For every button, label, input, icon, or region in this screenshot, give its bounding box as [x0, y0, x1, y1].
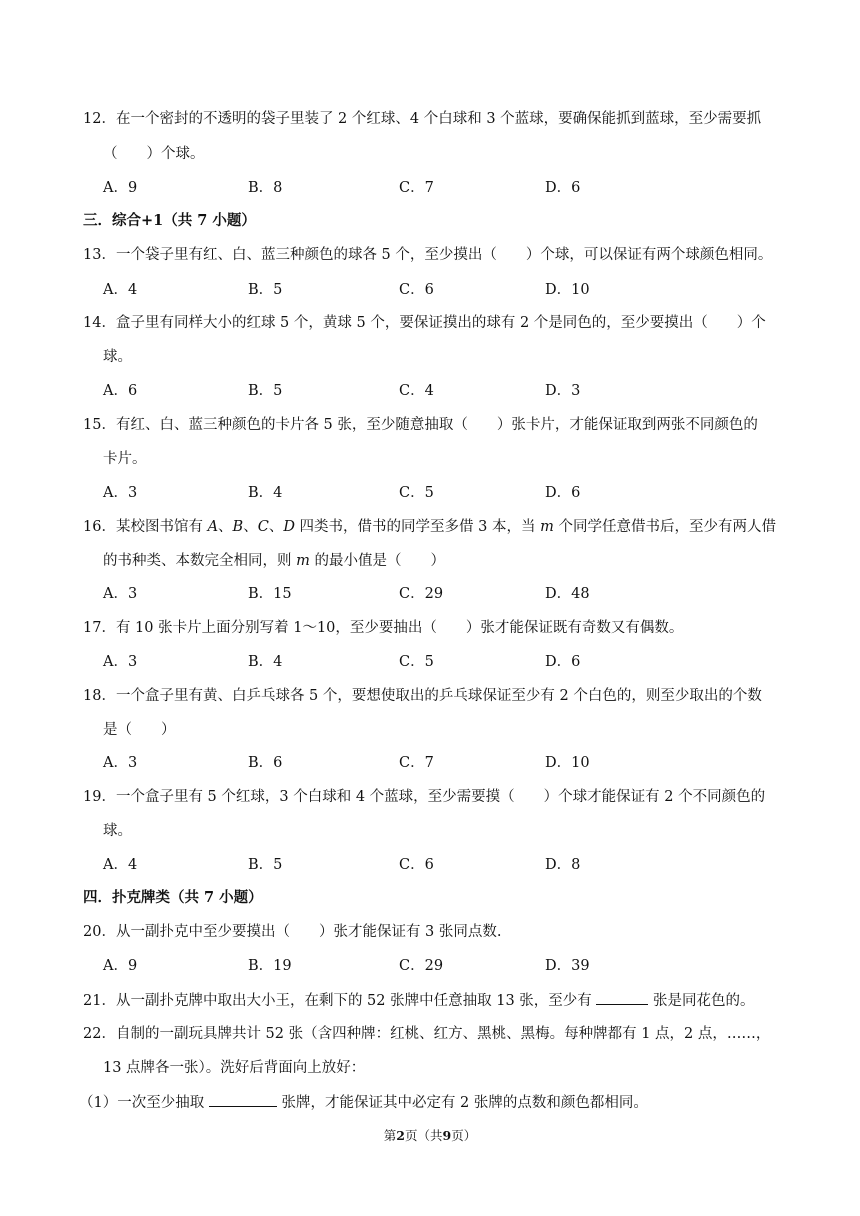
question-12-line-1: 12．在一个密封的不透明的袋子里装了 2 个红球、4 个白球和 3 个蓝球，要确保能抓到蓝球，至少需要抓 [83, 111, 762, 127]
footer-suffix: 页） [451, 1128, 477, 1143]
option-d: D．6 [545, 485, 581, 501]
question-18-line-1: 18．一个盒子里有黄、白乒乓球各 5 个，要想使取出的乒乓球保证至少有 2 个白色的，则至少取出的个数 [83, 688, 762, 704]
option-d: D．48 [545, 586, 590, 602]
question-13-line-1: 13．一个袋子里有红、白、蓝三种颜色的球各 5 个，至少摸出（ ）个球，可以保证有两个球颜色相同。 [83, 247, 773, 263]
sep: 、 [243, 519, 258, 535]
option-c: C．5 [399, 654, 434, 670]
option-b: B．4 [248, 654, 283, 670]
option-b: B．15 [248, 586, 292, 602]
question-22-sub-1 [79, 1092, 648, 1113]
option-d: D．10 [545, 282, 590, 298]
question-19-line-2: 球。 [103, 823, 132, 839]
option-c: C．6 [399, 282, 434, 298]
sep: 、 [218, 519, 233, 535]
option-b: B．5 [248, 857, 283, 873]
question-15-line-1: 15．有红、白、蓝三种颜色的卡片各 5 张，至少随意抽取（ ）张卡片，才能保证取到两张不同颜色的 [83, 417, 758, 433]
answer-blank [596, 990, 648, 1005]
page-footer [0, 1126, 860, 1144]
question-14-line-1: 14．盒子里有同样大小的红球 5 个，黄球 5 个，要保证摸出的球有 2 个是同色的，至少要摸出（ ）个 [83, 315, 766, 331]
option-d: D．6 [545, 180, 581, 196]
option-a: A．4 [103, 282, 138, 298]
option-a: A．3 [103, 586, 138, 602]
option-c: C．29 [399, 958, 444, 974]
q16-text-b: 四类书，借书的同学至多借 3 本，当 [294, 519, 541, 535]
question-22-line-2: 13 点牌各一张）。洗好后背面向上放好： [103, 1060, 366, 1076]
q22-sub1-text-b: 张牌，才能保证其中必定有 2 张牌的点数和颜色都相同。 [276, 1095, 648, 1111]
question-14-line-2: 球。 [103, 349, 132, 365]
option-d: D．3 [545, 383, 581, 399]
sep: 、 [268, 519, 284, 535]
total-page-number: 9 [442, 1128, 452, 1143]
question-12-line-2: （ ）个球。 [103, 146, 205, 162]
question-21-line-1 [83, 990, 755, 1011]
option-b: B．5 [248, 282, 283, 298]
question-19-line-1: 19．一个盒子里有 5 个红球，3 个白球和 4 个蓝球，至少需要摸（ ）个球才能保证有 2 个不同颜色的 [83, 789, 766, 805]
option-c: C．7 [399, 180, 434, 196]
option-a: A．4 [103, 857, 138, 873]
option-d: D．10 [545, 755, 590, 771]
option-d: D．6 [545, 654, 581, 670]
option-a: A．3 [103, 755, 138, 771]
option-b: B．4 [248, 485, 283, 501]
option-d: D．39 [545, 958, 590, 974]
q16-text-c: 个同学任意借书后，至少有两人借 [553, 519, 776, 535]
q22-sub1-text-a: （1）一次至少抽取 [79, 1095, 209, 1111]
option-c: C．7 [399, 755, 434, 771]
option-c: C．5 [399, 485, 434, 501]
question-22-line-1: 22．自制的一副玩具牌共计 52 张（含四种牌：红桃、红方、黑桃、黑梅。每种牌都有 1 点，2 点，……， [83, 1026, 771, 1042]
q16-text-d: 的书种类、本数完全相同，则 [103, 553, 297, 569]
footer-mid: 页（共 [404, 1128, 443, 1143]
question-20-line-1: 20．从一副扑克中至少要摸出（ ）张才能保证有 3 张同点数. [83, 924, 502, 940]
footer-prefix: 第 [383, 1128, 397, 1143]
option-a: A．3 [103, 654, 138, 670]
question-16-line-1 [83, 517, 776, 537]
option-a: A．9 [103, 958, 138, 974]
option-b: B．5 [248, 383, 283, 399]
option-c: C．29 [399, 586, 444, 602]
var-m: m [540, 519, 554, 535]
option-d: D．8 [545, 857, 581, 873]
var-c: C [257, 519, 269, 535]
section-4-heading: 四．扑克牌类（共 7 小题） [83, 889, 263, 906]
question-18-line-2: 是（ ） [103, 722, 176, 738]
var-a: A [207, 519, 219, 535]
var-m: m [296, 553, 310, 569]
question-15-line-2: 卡片。 [103, 451, 147, 467]
q16-text-e: 的最小值是（ ） [309, 553, 445, 569]
q16-text-a: 16．某校图书馆有 [83, 519, 208, 535]
question-17-line-1: 17．有 10 张卡片上面分别写着 1～10，至少要抽出（ ）张才能保证既有奇数又有偶数。 [83, 620, 684, 636]
q21-text-a: 21．从一副扑克牌中取出大小王，在剩下的 52 张牌中任意抽取 13 张，至少有 [83, 993, 597, 1009]
var-d: D [283, 519, 295, 535]
var-b: B [232, 519, 244, 535]
option-b: B．8 [248, 180, 283, 196]
option-b: B．19 [248, 958, 292, 974]
question-16-line-2 [103, 551, 445, 571]
section-3-heading: 三．综合+1（共 7 小题） [83, 212, 256, 229]
q21-text-b: 张是同花色的。 [648, 993, 755, 1009]
option-a: A．6 [103, 383, 138, 399]
current-page-number: 2 [396, 1128, 405, 1143]
answer-blank [209, 1092, 277, 1107]
option-b: B．6 [248, 755, 283, 771]
option-a: A．3 [103, 485, 138, 501]
option-c: C．4 [399, 383, 434, 399]
option-a: A．9 [103, 180, 138, 196]
option-c: C．6 [399, 857, 434, 873]
